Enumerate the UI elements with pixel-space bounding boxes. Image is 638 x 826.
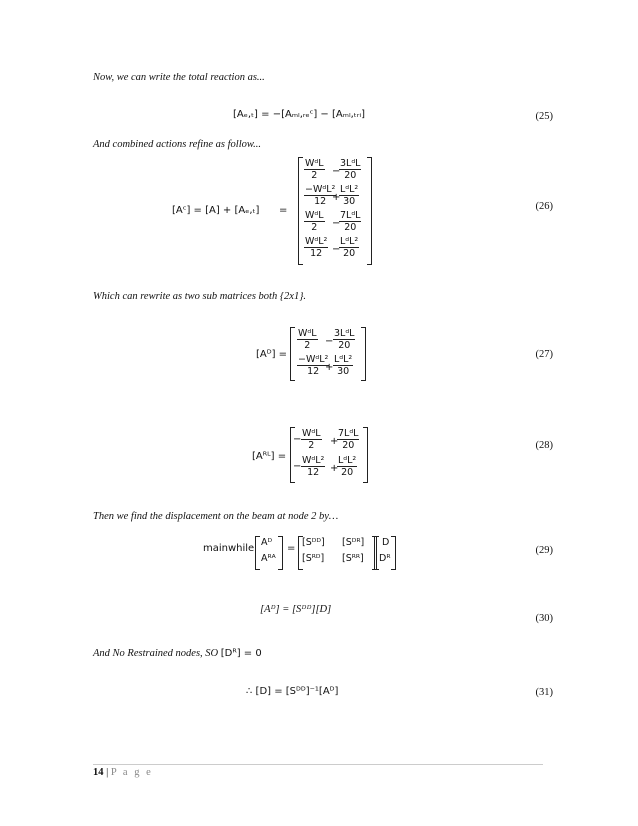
fraction-denominator: 20: [342, 440, 355, 451]
fraction-denominator: 12: [307, 467, 320, 478]
eq26-equals: =: [279, 205, 288, 216]
fraction-numerator: −WᵈL²: [305, 184, 336, 195]
eq28-lhs: [Aᴿᴸ] =: [252, 451, 287, 462]
fraction-numerator: 3LᵈL: [340, 158, 361, 169]
fraction-denominator: 20: [343, 248, 356, 259]
fraction-numerator: WᵈL: [305, 210, 324, 221]
paragraph-combined-actions: And combined actions refine as follow...: [93, 139, 261, 150]
fraction-numerator: WᵈL: [305, 158, 324, 169]
fraction-numerator: WᵈL²: [302, 455, 325, 466]
fraction-denominator: 12: [307, 366, 320, 377]
matrix-fraction-left: [304, 210, 325, 233]
fraction-denominator: 12: [310, 248, 323, 259]
eq27-right-bracket: [361, 327, 366, 381]
eq26-matrix: [303, 158, 367, 264]
fraction-numerator: −WᵈL²: [298, 354, 329, 365]
matrix-fraction-left: [304, 158, 325, 181]
fraction-numerator: WᵈL²: [305, 236, 328, 247]
eq29-v2-row2: Dᴿ: [379, 553, 391, 564]
fraction-denominator: 30: [337, 366, 350, 377]
paragraph-total-reaction: Now, we can write the total reaction as...: [93, 72, 265, 83]
equation-25: [233, 109, 365, 120]
fraction-denominator: 20: [344, 222, 357, 233]
page-number: 14: [93, 767, 104, 778]
footer-divider: [93, 764, 543, 765]
matrix-operator: −: [325, 336, 334, 347]
matrix-operator: −: [332, 218, 341, 229]
page-footer: [93, 767, 153, 778]
fraction-denominator: 20: [341, 467, 354, 478]
fraction-denominator: 12: [314, 196, 327, 207]
matrix-row-sign: −: [293, 461, 302, 472]
page-label: P a g e: [110, 767, 153, 778]
paragraph-sub-matrices: Which can rewrite as two sub matrices both {2x1}.: [93, 291, 307, 302]
equation-number-30: (30): [535, 613, 553, 624]
eq28-matrix: [293, 428, 363, 482]
equation-number-31: (31): [535, 687, 553, 698]
equation-31: ∴ [D] = [Sᴰᴰ]⁻¹[Aᴰ]: [246, 686, 339, 697]
eq29-v1-right-bracket: [278, 536, 283, 570]
matrix-fraction-right: [337, 428, 359, 451]
matrix-operator: +: [332, 192, 341, 203]
fraction-numerator: LᵈL²: [340, 236, 359, 247]
matrix-fraction-right: [337, 455, 357, 478]
eq29-v1-left-bracket: [255, 536, 260, 570]
matrix-operator: +: [330, 436, 339, 447]
fraction-denominator: 30: [343, 196, 356, 207]
fraction-numerator: 7LᵈL: [338, 428, 359, 439]
matrix-fraction-left: [304, 236, 328, 259]
paragraph-displacement: Then we find the displacement on the beam at node 2 by…: [93, 511, 339, 522]
matrix-fraction-right: [339, 158, 361, 181]
eq26-lhs: [Aᶜ] = [A] + [Aₑ,ₜ]: [172, 205, 260, 216]
equation-number-28: (28): [535, 440, 553, 451]
matrix-fraction-right: [339, 184, 359, 207]
fraction-numerator: WᵈL: [298, 328, 317, 339]
eq29-m-11: [Sᴰᴰ]: [302, 537, 325, 548]
eq29-v1-row2: Aᴿᴬ: [261, 553, 276, 564]
eq26-right-bracket: [367, 157, 372, 265]
matrix-fraction-left: [301, 455, 325, 478]
eq29-equals: =: [287, 543, 296, 554]
eq25-rhs: = −[Aₘₗ,ᵣₑᶜ] − [Aₘₗ,ₜᵣᵢ]: [261, 109, 366, 120]
matrix-operator: +: [325, 362, 334, 373]
equation-number-25: (25): [535, 111, 553, 122]
eq29-m-21: [Sᴿᴰ]: [302, 553, 325, 564]
fraction-denominator: 2: [311, 222, 318, 233]
matrix-fraction-left: [301, 428, 322, 451]
fraction-denominator: 2: [311, 170, 318, 181]
matrix-fraction-right: [339, 236, 359, 259]
fraction-denominator: 2: [304, 340, 311, 351]
eq29-m-22: [Sᴿᴿ]: [342, 553, 364, 564]
paragraph-no-restrained-text: And No Restrained nodes, SO: [93, 648, 221, 659]
eq25-lhs: [Aₑ,ₜ]: [233, 109, 258, 120]
eq29-v2-row1: D: [382, 537, 390, 548]
matrix-row-sign: −: [293, 434, 302, 445]
fraction-numerator: LᵈL²: [338, 455, 357, 466]
equation-number-26: (26): [535, 201, 553, 212]
matrix-operator: −: [332, 244, 341, 255]
matrix-fraction-left: [297, 328, 318, 351]
fraction-denominator: 20: [344, 170, 357, 181]
fraction-numerator: LᵈL²: [340, 184, 359, 195]
fraction-numerator: WᵈL: [302, 428, 321, 439]
matrix-operator: +: [330, 463, 339, 474]
matrix-fraction-right: [339, 210, 361, 233]
inline-dr-equation: [Dᴿ] = 0: [220, 648, 262, 659]
matrix-fraction-right: [333, 354, 353, 377]
matrix-operator: −: [332, 166, 341, 177]
equation-30: [Aᴰ] = [Sᴰᴰ][D]: [260, 604, 332, 615]
eq29-v2-right-bracket: [391, 536, 396, 570]
matrix-fraction-right: [333, 328, 355, 351]
eq29-m-12: [Sᴰᴿ]: [342, 537, 365, 548]
fraction-denominator: 20: [338, 340, 351, 351]
paragraph-no-restrained: [93, 643, 262, 661]
eq28-right-bracket: [363, 427, 368, 483]
fraction-numerator: LᵈL²: [334, 354, 353, 365]
fraction-numerator: 3LᵈL: [334, 328, 355, 339]
eq27-lhs: [Aᴰ] =: [256, 349, 288, 360]
footer-separator: |: [103, 767, 111, 778]
equation-number-27: (27): [535, 349, 553, 360]
eq29-word: mainwhile: [203, 543, 255, 554]
eq27-matrix: [295, 328, 361, 380]
equation-number-29: (29): [535, 545, 553, 556]
eq29-v1-row1: Aᴰ: [261, 537, 273, 548]
fraction-denominator: 2: [308, 440, 315, 451]
fraction-numerator: 7LᵈL: [340, 210, 361, 221]
